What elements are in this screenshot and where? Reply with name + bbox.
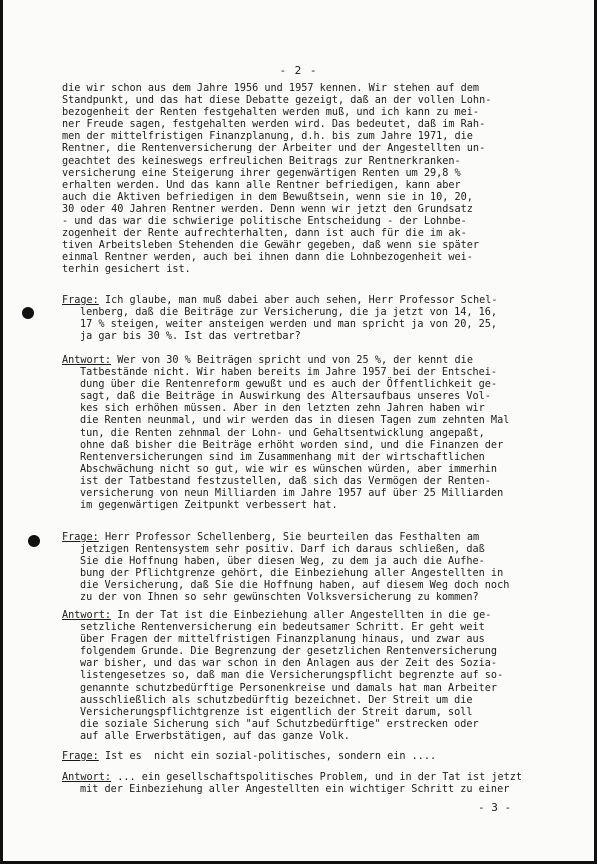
line-text: dung über die Rentenreform gewußt und es auch der Öffentlichkeit ge- xyxy=(80,379,498,391)
text-line xyxy=(62,784,550,796)
line-text: Rentenversicherungen sind im Zusammenhang mit der wirtschaftlichen xyxy=(80,451,485,463)
line-text: Sie die Hoffnung haben, über diesen Weg, zu dem ja auch die Aufhe- xyxy=(80,556,485,568)
line-text: auf alle Erwerbstätigen, auf das ganze Volk. xyxy=(80,730,350,742)
text-line xyxy=(62,240,550,252)
text-line xyxy=(62,683,550,695)
text-line xyxy=(62,119,550,131)
text-line xyxy=(62,319,550,331)
line-text: listengesetzes so, daß man die Versicherungspflicht begrenzte auf so- xyxy=(80,670,504,682)
line-text: erhalten werden. Und das kann alle Rentner befriedigen, kann aber xyxy=(62,179,461,191)
text-line xyxy=(62,156,550,168)
line-text: terhin gesichert ist. xyxy=(62,264,191,276)
text-line xyxy=(62,670,550,682)
line-text: In der Tat ist die Einbeziehung aller Angestellten in die ge- xyxy=(111,610,492,621)
speaker-label: Frage: xyxy=(62,295,99,306)
line-text: kes sich erhöhen müssen. Aber in den letzten zehn Jahren haben wir xyxy=(80,403,485,415)
text-line xyxy=(62,415,550,427)
text-line xyxy=(62,568,550,580)
line-text: bung der Pflichtgrenze gehört, die Einbeziehung aller Angestellten in xyxy=(80,568,504,580)
line-text: Herr Professor Schellenberg, Sie beurteilen das Festhalten am xyxy=(98,532,480,543)
line-text: jetzigen Rentensystem sehr positiv. Darf ich daraus schließen, daß xyxy=(80,544,485,556)
punch-hole-mark xyxy=(28,535,40,547)
text-line xyxy=(62,751,550,763)
line-text: sagt, daß die Beiträge in Auswirkung des Altersaufbaus unseres Vol- xyxy=(80,391,491,403)
line-text: Ist es nicht ein sozial-politisches, sondern ein .... xyxy=(98,751,437,762)
paragraph-answer-2 xyxy=(62,610,550,743)
line-text: versicherung von neun Milliarden im Jahre 1957 auf über 25 Milliarden xyxy=(80,488,504,500)
text-line xyxy=(62,379,550,391)
line-text: die wir schon aus dem Jahre 1956 und 1957 kennen. Wir stehen auf dem xyxy=(62,83,480,94)
line-text: im gegenwärtigen Zeitpunkt verbessert hat. xyxy=(80,500,338,512)
line-text: die Versicherung, daß Sie die Hoffnung haben, auf diesem Weg doch noch xyxy=(80,580,510,592)
line-text: Wer von 30 % Beiträgen spricht und von 25 %, der kennt die xyxy=(111,355,473,366)
line-text: ausschließlich als schutzbedürftig bezeichnet. Der Streit um die xyxy=(80,694,473,706)
text-line xyxy=(62,391,550,403)
line-text: die Renten neunmal, und wir werden das in diesen Tagen zum zehnten Mal xyxy=(80,415,510,427)
page-number: - 2 - xyxy=(279,64,318,77)
line-text: men der mittelfristigen Finanzplanung, d.h. bis zum Jahre 1971, die xyxy=(62,131,473,143)
text-line xyxy=(62,168,550,180)
line-text: ner Freude sagen, festgehalten werden wird. Das bedeutet, daß im Rah- xyxy=(62,119,486,131)
line-text: war bisher, und das war schon in den Anlagen aus der Zeit des Sozia- xyxy=(80,658,498,670)
scan-edge-left xyxy=(0,0,3,864)
paragraph-answer-3 xyxy=(62,772,550,796)
text-line xyxy=(62,107,550,119)
text-line xyxy=(62,295,550,307)
line-text: zu der von Ihnen so sehr gewünschten Volksversicherung zu kommen? xyxy=(80,592,479,604)
text-line xyxy=(62,307,550,319)
line-text: einmal Rentner werden, auch bei ihnen dann die Lohnbezogenheit wei- xyxy=(62,252,473,264)
line-text: Tatbestände nicht. Wir haben bereits im Jahre 1957 bei der Entschei- xyxy=(80,367,498,379)
text-line xyxy=(62,264,550,276)
paragraph-question-1 xyxy=(62,295,550,343)
speaker-label: Antwort: xyxy=(62,355,112,366)
text-line xyxy=(62,500,550,512)
text-line xyxy=(62,476,550,488)
text-line xyxy=(62,556,550,568)
line-text: lenberg, daß die Beiträge zur Versicherung, die ja jetzt von 14, 16, xyxy=(80,307,498,319)
text-line xyxy=(62,95,550,107)
line-text: Ich glaube, man muß dabei aber auch sehen, Herr Professor Schel- xyxy=(98,295,498,306)
text-line xyxy=(62,252,550,264)
line-text: Rentner, die Rentenversicherung der Arbeiter und der Angestellten un- xyxy=(62,143,486,155)
text-line xyxy=(62,634,550,646)
line-text: folgendem Grunde. Die Begrenzung der gesetzlichen Rentenversicherung xyxy=(80,646,498,658)
text-line xyxy=(62,403,550,415)
line-text: versicherung eine Steigerung ihrer gegenwärtigen Renten um 29,8 % xyxy=(62,167,461,179)
line-text: auch die Aktiven befriedigen in dem Bewußtsein, wenn sie in 10, 20, xyxy=(62,191,473,203)
text-line xyxy=(62,83,550,95)
speaker-label: Frage: xyxy=(62,532,99,543)
text-line xyxy=(62,131,550,143)
text-line xyxy=(62,216,550,228)
line-text: tun, die Renten zehnmal der Lohn- und Gehaltsentwicklung angepaßt, xyxy=(80,427,485,439)
line-text: ja gar bis 30 %. Ist das vertretbar? xyxy=(80,331,301,343)
text-line xyxy=(62,610,550,622)
line-text: zogenheit der Rente aufrechterhalten, dann ist auch für die im ak- xyxy=(62,228,467,240)
text-line xyxy=(62,695,550,707)
text-line xyxy=(62,464,550,476)
paragraph-answer-1 xyxy=(62,355,550,512)
text-line xyxy=(62,143,550,155)
text-line xyxy=(62,772,550,784)
text-line xyxy=(62,719,550,731)
line-text: Versicherungspflichtgrenze ist eigentlich der Streit darum, soll xyxy=(80,706,473,718)
text-line xyxy=(62,532,550,544)
line-text: Standpunkt, und das hat diese Debatte gezeigt, daß an der vollen Lohn- xyxy=(62,95,492,107)
line-text: setzliche Rentenversicherung ein bedeutsamer Schritt. Er geht weit xyxy=(80,622,485,634)
line-text: - und das war die schwierige politische Entscheidung - der Lohnbe- xyxy=(62,216,467,228)
paragraph-question-3 xyxy=(62,751,550,763)
text-line xyxy=(62,228,550,240)
paragraph-question-2 xyxy=(62,532,550,605)
line-text: ist der Tatbestand festzustellen, daß sich das Vermögen der Renten- xyxy=(80,475,491,487)
text-line xyxy=(62,707,550,719)
line-text: über Fragen der mittelfristigen Finanzplanung hinaus, und zwar aus xyxy=(80,634,485,646)
speaker-label: Antwort: xyxy=(62,772,112,783)
text-line xyxy=(62,367,550,379)
line-text: bezogenheit der Renten festgehalten werden muß, und ich kann zu mei- xyxy=(62,107,480,119)
line-text: mit der Einbeziehung aller Angestellten ein wichtiger Schritt zu einer xyxy=(80,784,510,796)
line-text: die soziale Sicherung sich "auf Schutzbedürftige" erstrecken oder xyxy=(80,718,479,730)
line-text: genannte schutzbedürftige Personenkreise und damals hat man Arbeiter xyxy=(80,682,498,694)
line-text: ohne daß bisher die Beiträge erhöht worden sind, und die Finanzen der xyxy=(80,439,504,451)
text-line xyxy=(62,544,550,556)
text-line xyxy=(62,440,550,452)
line-text: Abschwächung nicht so gut, wie wir es wünschen würden, aber immerhin xyxy=(80,463,498,475)
text-line xyxy=(62,204,550,216)
text-line xyxy=(62,592,550,604)
text-line xyxy=(62,488,550,500)
next-page-marker: - 3 - xyxy=(478,801,512,814)
text-line xyxy=(62,180,550,192)
line-text: 17 % steigen, weiter ansteigen werden und man spricht ja von 20, 25, xyxy=(80,319,498,331)
text-line xyxy=(62,428,550,440)
text-line xyxy=(62,731,550,743)
line-text: 30 oder 40 Jahren Rentner werden. Denn wenn wir jetzt den Grundsatz xyxy=(62,203,473,215)
speaker-label: Frage: xyxy=(62,751,99,762)
text-line xyxy=(62,331,550,343)
punch-hole-mark xyxy=(22,307,34,319)
text-line xyxy=(62,622,550,634)
speaker-label: Antwort: xyxy=(62,610,112,621)
text-line xyxy=(62,658,550,670)
line-text: tiven Arbeitsleben Stehenden die Gewähr gegeben, daß wenn sie später xyxy=(62,240,480,252)
text-line xyxy=(62,192,550,204)
paragraph-continuation xyxy=(62,83,550,277)
text-line xyxy=(62,355,550,367)
text-line xyxy=(62,452,550,464)
line-text: geachtet des keineswegs erfreulichen Beitrags zur Rentnerkranken- xyxy=(62,155,461,167)
text-line xyxy=(62,646,550,658)
text-line xyxy=(62,580,550,592)
line-text: ... ein gesellschaftspolitisches Problem, und in der Tat ist jetzt xyxy=(111,772,523,783)
